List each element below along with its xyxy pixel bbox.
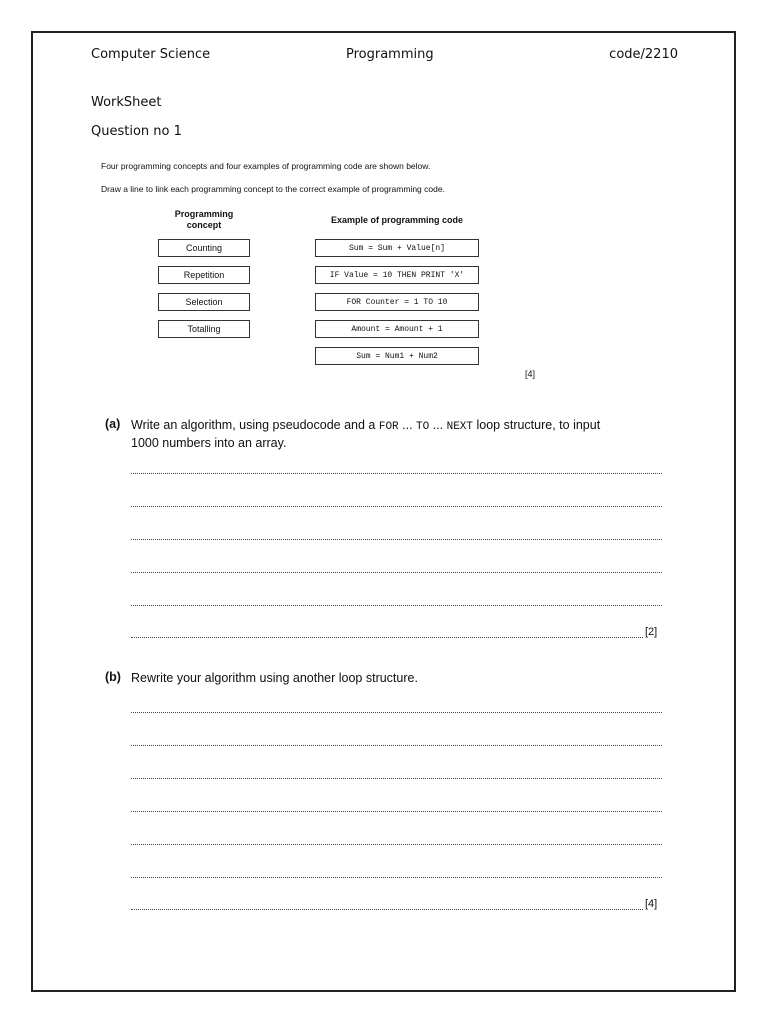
code-box-5[interactable]: Sum = Num1 + Num2 — [315, 347, 479, 365]
part-a-text-1: Write an algorithm, using pseudocode and a — [131, 418, 379, 432]
keyword-to: TO — [416, 421, 430, 433]
concept-box-selection[interactable]: Selection — [158, 293, 250, 311]
answer-line-b7[interactable] — [131, 909, 643, 910]
code-box-4[interactable]: Amount = Amount + 1 — [315, 320, 479, 338]
answer-line-b5[interactable] — [131, 844, 662, 845]
part-a-text-3: 1000 numbers into an array. — [131, 436, 287, 450]
answer-line-b6[interactable] — [131, 877, 662, 878]
part-b-label: (b) — [105, 670, 121, 684]
part-b-marks: [4] — [645, 898, 658, 910]
ellipsis-2: ... — [429, 418, 447, 432]
part-a-label: (a) — [105, 417, 121, 431]
q1-intro-line-2: Draw a line to link each programming concept to the correct example of programming code. — [101, 184, 445, 194]
answer-line-a4[interactable] — [131, 572, 662, 573]
code-box-1[interactable]: Sum = Sum + Value[n] — [315, 239, 479, 257]
concept-box-totalling[interactable]: Totalling — [158, 320, 250, 338]
part-a-question — [131, 417, 671, 451]
answer-line-a6[interactable] — [131, 637, 643, 638]
keyword-next: NEXT — [446, 421, 474, 433]
q1-intro-line-1: Four programming concepts and four examples of programming code are shown below. — [101, 161, 431, 171]
answer-line-a2[interactable] — [131, 506, 662, 507]
q1-marks: [4] — [525, 369, 536, 379]
header-topic: Programming — [346, 47, 434, 62]
concept-box-counting[interactable]: Counting — [158, 239, 250, 257]
concept-column-heading — [158, 209, 250, 231]
answer-line-b4[interactable] — [131, 811, 662, 812]
code-box-2[interactable]: IF Value = 10 THEN PRINT 'X' — [315, 266, 479, 284]
answer-line-b2[interactable] — [131, 745, 662, 746]
code-box-3[interactable]: FOR Counter = 1 TO 10 — [315, 293, 479, 311]
concept-heading-line-1: Programming — [174, 209, 234, 219]
worksheet-title: WorkSheet — [91, 95, 162, 110]
answer-line-b1[interactable] — [131, 712, 662, 713]
header-code: code/2210 — [609, 47, 678, 62]
answer-line-a1[interactable] — [131, 473, 662, 474]
question-number: Question no 1 — [91, 124, 182, 139]
keyword-for: FOR — [378, 421, 399, 433]
answer-line-b3[interactable] — [131, 778, 662, 779]
part-a-marks: [2] — [645, 626, 658, 638]
ellipsis-1: ... — [398, 418, 417, 432]
part-a-text-2: loop structure, to input — [473, 418, 601, 432]
answer-line-a5[interactable] — [131, 605, 662, 606]
code-column-heading: Example of programming code — [330, 215, 464, 225]
header-subject: Computer Science — [91, 47, 211, 62]
worksheet-page — [31, 31, 736, 992]
part-b-question: Rewrite your algorithm using another loop structure. — [131, 671, 418, 685]
concept-box-repetition[interactable]: Repetition — [158, 266, 250, 284]
concept-heading-line-2: concept — [186, 220, 222, 230]
part-a-line-1 — [131, 417, 671, 435]
answer-line-a3[interactable] — [131, 539, 662, 540]
